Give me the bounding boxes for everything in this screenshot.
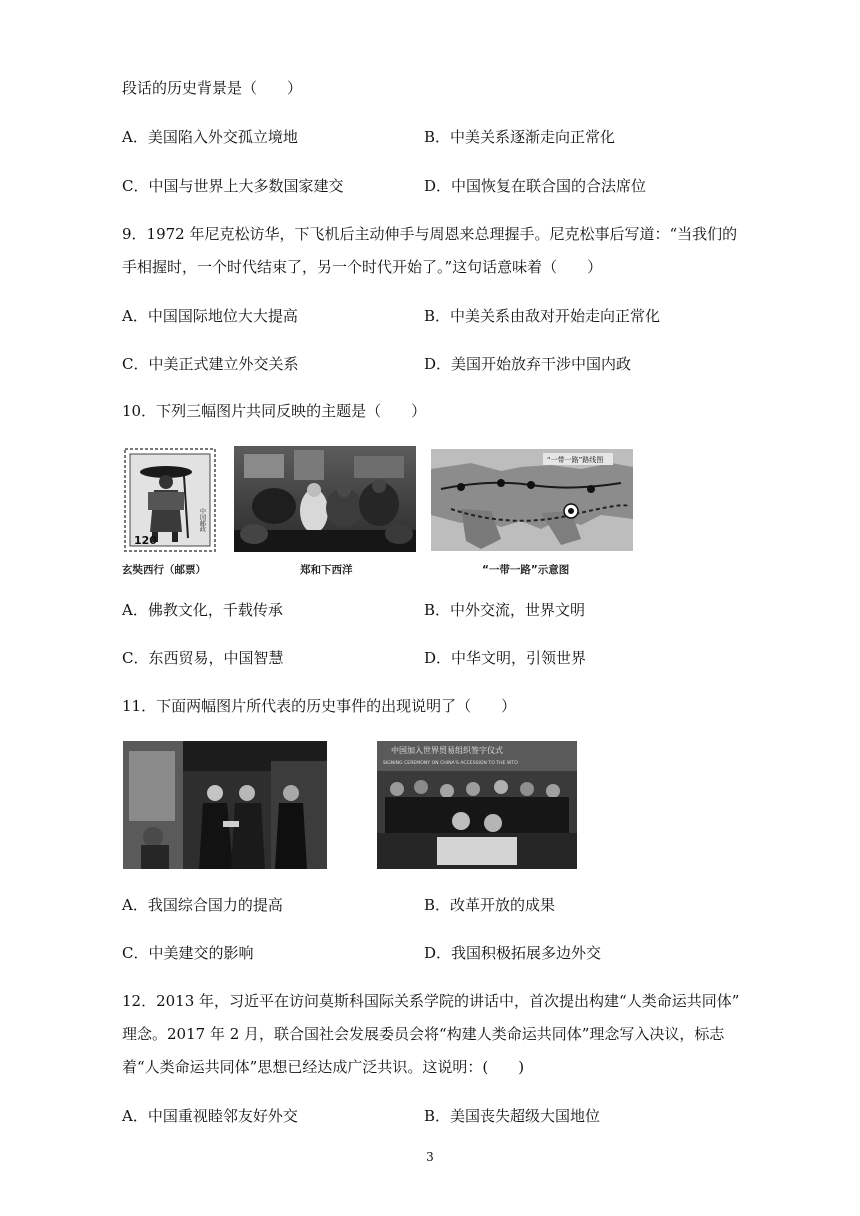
stamp-country: 中国邮政 <box>198 508 206 532</box>
page-number: 3 <box>426 1150 434 1164</box>
q10-option-a: A．佛教文化，千载传承 <box>122 601 283 619</box>
q12-stem-line3: 着“人类命运共同体”思想已经达成广泛共识。这说明：( ) <box>122 1058 525 1076</box>
q9-option-a: A．中国国际地位大大提高 <box>122 307 298 325</box>
q8-stem-tail: 段话的历史背景是（ ） <box>122 79 303 97</box>
wto-banner-chinese: 中国加入世界贸易组织签字仪式 <box>391 746 503 755</box>
q11-option-c: C．中美建交的影响 <box>122 944 254 962</box>
stamp-caption: 玄奘西行（邮票） <box>122 564 206 576</box>
belt-and-road-caption: “一带一路”示意图 <box>482 564 570 576</box>
q8-option-a: A．美国陷入外交孤立境地 <box>122 128 298 146</box>
belt-and-road-map-image <box>431 449 633 551</box>
q11-option-d: D．我国积极拓展多边外交 <box>424 944 602 962</box>
wto-banner-english: SIGNING CEREMONY ON CHINA'S ACCESSION TO THE WTO <box>383 761 518 766</box>
q11-option-b: B．改革开放的成果 <box>424 896 556 914</box>
q10-option-c: C．东西贸易，中国智慧 <box>122 649 284 667</box>
zheng-he-caption: 郑和下西洋 <box>300 564 353 576</box>
q11-option-a: A．我国综合国力的提高 <box>122 896 283 914</box>
q11-stem: 11．下面两幅图片所代表的历史事件的出现说明了（ ） <box>122 697 517 715</box>
q9-option-b: B．中美关系由敌对开始走向正常化 <box>424 307 661 325</box>
q12-option-b: B．美国丧失超级大国地位 <box>424 1107 601 1125</box>
q10-option-d: D．中华文明，引领世界 <box>424 649 587 667</box>
map-title: “一带一路”路线图 <box>547 456 604 464</box>
q12-stem-line2: 理念。2017 年 2 月，联合国社会发展委员会将“构建人类命运共同体”理念写入决议，标志 <box>122 1025 725 1043</box>
wto-signing-photo <box>377 741 577 869</box>
stamp-image <box>122 446 218 554</box>
q9-stem-line1: 9．1972 年尼克松访华，下飞机后主动伸手与周恩来总理握手。尼克松事后写道：“当我们的 <box>122 225 738 243</box>
q10-option-b: B．中外交流，世界文明 <box>424 601 586 619</box>
q12-stem-line1: 12．2013 年，习近平在访问莫斯科国际关系学院的讲话中，首次提出构建“人类命运共同体” <box>122 992 740 1010</box>
q8-option-c: C．中国与世界上大多数国家建交 <box>122 177 344 195</box>
q9-option-d: D．美国开始放弃干涉中国内政 <box>424 355 632 373</box>
q8-option-d: D．中国恢复在联合国的合法席位 <box>424 177 647 195</box>
q12-option-a: A．中国重视睦邻友好外交 <box>122 1107 298 1125</box>
stamp-value: 120 <box>134 534 157 547</box>
q10-stem: 10．下列三幅图片共同反映的主题是（ ） <box>122 402 427 420</box>
zheng-he-voyage-image <box>234 446 416 552</box>
q9-stem-line2: 手相握时，一个时代结束了，另一个时代开始了。”这句话意味着（ ） <box>122 258 603 276</box>
q9-option-c: C．中美正式建立外交关系 <box>122 355 299 373</box>
q8-option-b: B．中美关系逐渐走向正常化 <box>424 128 616 146</box>
handshake-photo <box>123 741 327 869</box>
